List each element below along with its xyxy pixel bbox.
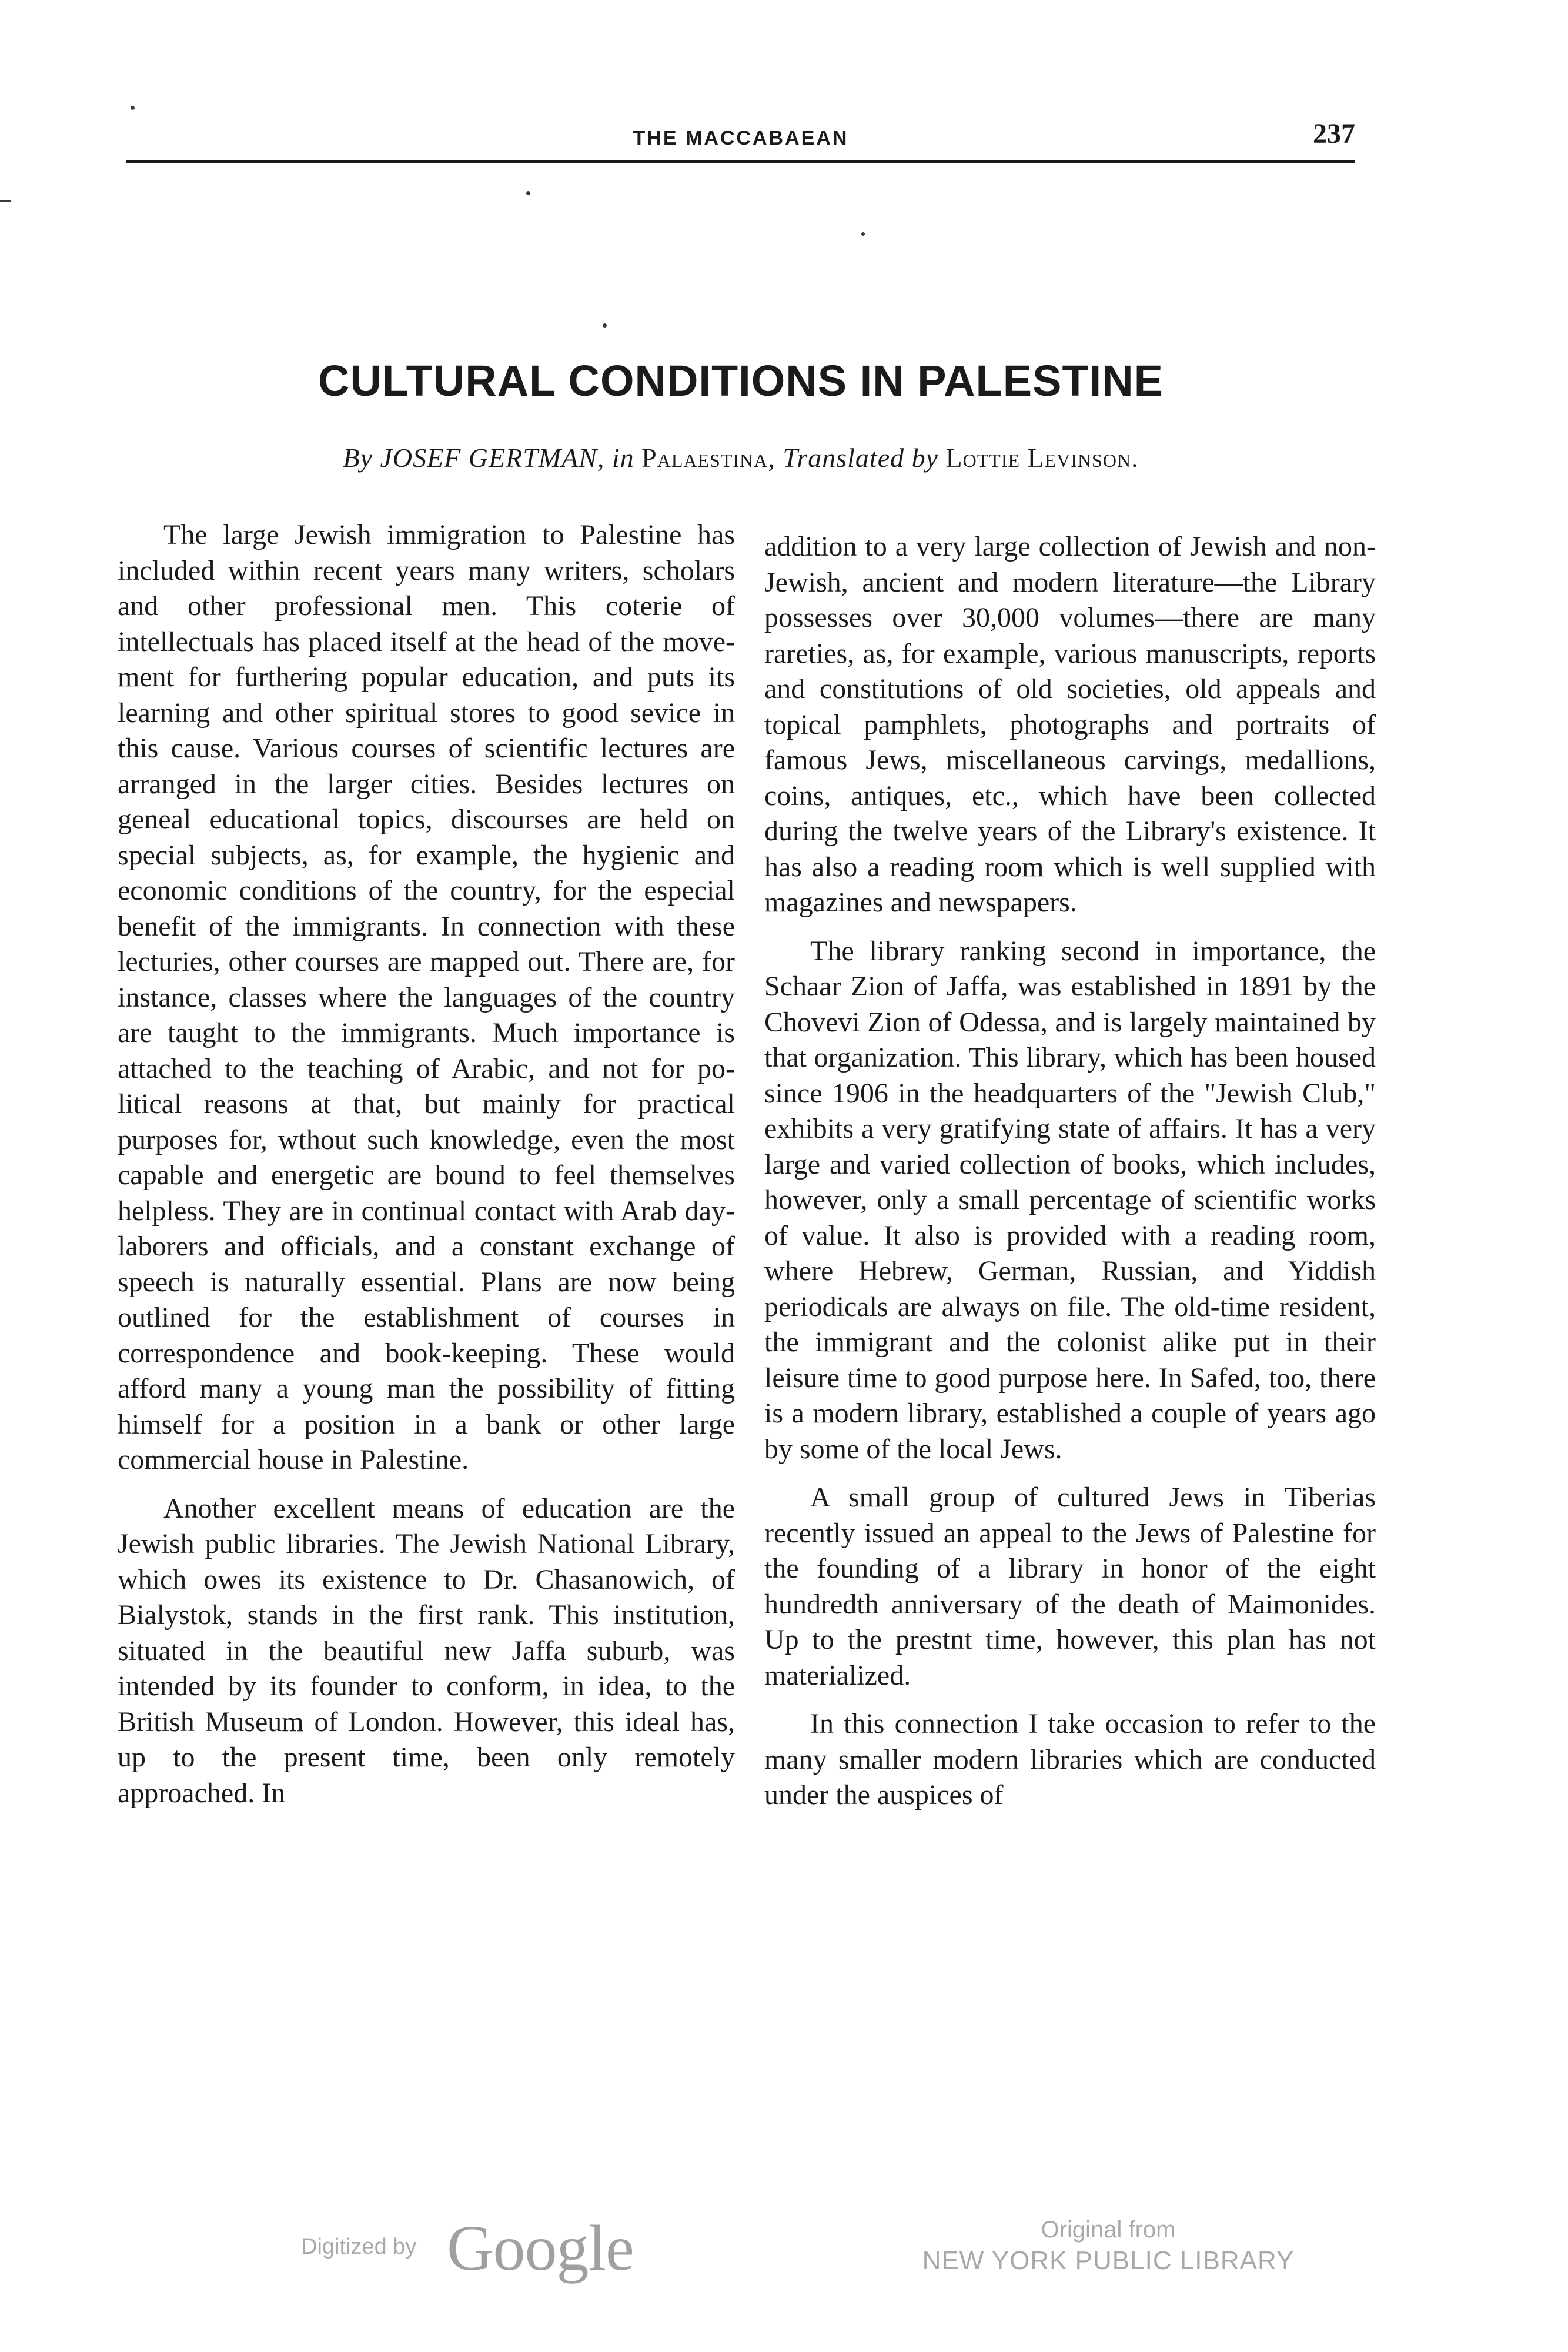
paragraph: A small group of cultured Jews in Tiberias recently issued an appeal to the Jews of Palestine for the founding of a library in honor of the eight hundredth anniversary of the death of Maimonides. Up to the prestnt time, however, this plan has not materialized. (764, 1482, 1376, 1691)
byline (126, 442, 1355, 473)
paragraph: Another excellent means of education are the Jewish public libraries. The Jewish National Library, which owes its existence to Dr. Chasanowich, of Bialystok, stands in the first rank. This institution, situated in the beautiful new Jaffa suburb, was intended by its founder to conform, in idea, to the British Museum of London. However, this ideal has, up to the present time, been only remotely approached. In (118, 1492, 735, 1809)
byline-translated-by: Translated by (783, 443, 939, 473)
right-column (764, 529, 1376, 1826)
byline-translator: Lottie Levinson. (945, 443, 1139, 473)
paragraph: addition to a very large collection of Jewish and non-Jewish, ancient and modern literature—the Library possesses over 30,000 volumes—there are many rareties, as, for example, various manuscripts, reports and constitutions of old societies, old appeals and topical pamphlets, photographs and portraits of famous Jews, miscellaneous carvings, medallions, coins, antiques, etc., which have been collected during the twelve years of the Library's existence. It has also a reading room which is well supplied with magazines and newspapers. (764, 531, 1376, 918)
byline-author: JOSEF GERTMAN, (380, 443, 605, 473)
page-number: 237 (1313, 118, 1355, 149)
paragraph: The library ranking second in importance, the Schaar Zion of Jaffa, was established in 1891 by the Chovevi Zion of Odessa, and is largely maintained by that organization. This library, which has been housed since 1906 in the headquarters of the "Jewish Club," exhibits a very gratifying state of affairs. It has a very large and varied collection of books, which includes, however, only a small percentage of scientific works of value. It also is provided with a reading room, where Hebrew, German, Russian, and Yiddish periodicals are always on file. The old-time resident, the immigrant and the colonist alike put in their leisure time to good purpose here. In Safed, too, there is a modern library, established a couple of years ago by some of the local Jews. (764, 935, 1376, 1465)
library-name: NEW YORK PUBLIC LIBRARY (922, 2246, 1295, 2275)
left-column (118, 517, 735, 1824)
original-from-label: Original from (1041, 2217, 1176, 2243)
scan-speck (0, 200, 11, 202)
byline-in: in (611, 443, 634, 473)
header-rule (126, 160, 1355, 163)
digitized-by-label: Digitized by (301, 2234, 417, 2259)
paragraph: The large Jewish immigration to Palestine has included within recent years many writers, scholars and other professional men. This coterie of intellectuals has placed itself at the head of the movement for furthering popular education, and puts its learning and other spiritual stores to good sevice in this cause. Various courses of scientific lectures are arranged in the larger cities. Besides lectures on geneal educational topics, discourses are held on special subjects, as, for example, the hygienic and economic conditions of the country, for the especial benefit of the immigrants. In connection with these lecturies, other courses are mapped out. There are, for instance, classes where the languages of the country are taught to the immigrants. Much importance is attached to the teaching of Arabic, and not for political reasons at that, but mainly for practical purposes for, wthout such knowledge, even the most capable and energetic are bound to feel themselves helpless. They are in continual contact with Arab day-laborers and officials, and a constant exchange of speech is naturally essential. Plans are now being outlined for the establishment of courses in correspondence and book-keeping. These would afford many a young man the possibility of fitting himself for a position in a bank or other large commercial house in Palestine. (118, 519, 735, 1475)
scan-speck (603, 323, 607, 328)
running-title: THE MACCABAEAN (633, 127, 849, 149)
scan-speck (131, 106, 135, 110)
scan-speck (861, 232, 865, 236)
scan-speck (526, 191, 530, 195)
byline-by: By (343, 443, 373, 473)
running-header (126, 118, 1355, 159)
byline-publication: Palaestina, (641, 443, 775, 473)
article-title: CULTURAL CONDITIONS IN PALESTINE (318, 356, 1164, 405)
google-logo: Google (447, 2212, 634, 2284)
paragraph: In this connection I take occasion to refer to the many smaller modern libraries which are conducted under the auspices of (764, 1708, 1376, 1810)
